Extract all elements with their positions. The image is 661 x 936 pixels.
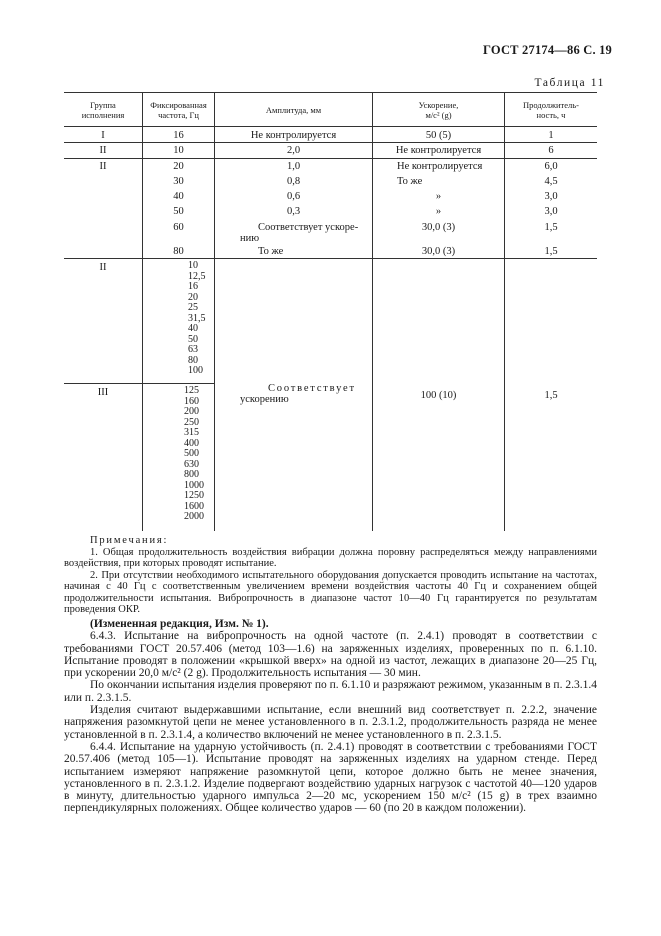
- cell-duration: 4,5: [544, 176, 558, 187]
- cell-amplitude: Соответствует ускоре-: [258, 222, 359, 233]
- note-1: 1. Общая продолжительность воздействия вибрации должна поровну распределяться между направлениями воздействия, при которых проводят испытание.: [64, 546, 597, 569]
- cell-duration: 6: [548, 145, 554, 156]
- cell-amplitude: 0,6: [286, 191, 301, 202]
- cell-duration: 1: [548, 130, 554, 141]
- cell-acceleration: »: [435, 206, 442, 217]
- note-2: 2. При отсутствии необходимого испытательного оборудования допускается проводить испытание на частотах, начиная с 40 Гц с соответственным увеличением времени воздействия частоты 40 Гц и сохранением общей продолжительности испытания. Вибропрочность в диапазоне частот 10—40 Гц гарантируется по результатам проведения ОКР.: [64, 569, 597, 615]
- table-caption: Таблица 11: [534, 77, 605, 89]
- cell-group: I: [101, 130, 105, 141]
- cell-amplitude: 1,0: [286, 161, 301, 172]
- cell-acceleration: Не контролируется: [397, 161, 483, 172]
- cell-amplitude: Не контролируется: [250, 130, 337, 141]
- table-notes: [64, 535, 597, 616]
- header-group: Группа исполнения: [81, 100, 125, 120]
- cell-group: II: [99, 262, 107, 273]
- page-header: ГОСТ 27174—86 С. 19: [483, 43, 612, 57]
- cell-frequency: 80: [173, 246, 184, 257]
- cell-frequency: 16: [173, 130, 184, 141]
- paragraph-6-4-3: 6.4.3. Испытание на вибропрочность на одной частоте (п. 2.4.1) проводят в соответствии с требованиями ГОСТ 20.57.406 (метод 103—1.6) на заряженных изделиях, проверенных по п. 6.1.10. Испытание проводят в положении «крышкой вверх» на одной из частот, лежащих в диапазоне 20—25 Гц, при ускорении 20,0 м/с² (2 g). Продолжительность испытания — 30 мин.: [64, 630, 597, 680]
- cell-group: II: [99, 145, 107, 156]
- paragraph-after-test: По окончании испытания изделия проверяют по п. 6.1.10 и разряжают режимом, указанным в п. 2.3.1.4 или п. 2.3.1.5.: [64, 679, 597, 704]
- cell-amplitude: Соответствует: [268, 383, 356, 394]
- cell-group: III: [97, 387, 109, 398]
- cell-frequency: 50: [173, 206, 184, 217]
- cell-amplitude: 0,3: [286, 206, 301, 217]
- header-duration: Продолжитель- ность, ч: [523, 100, 579, 120]
- paragraph-6-4-4: 6.4.4. Испытание на ударную устойчивость (п. 2.4.1) проводят в соответствии с требованиями ГОСТ 20.57.406 (метод 105—1). Испытание проводят на заряженных изделиях на ударном стенде. Перед испытанием измеряют напряжение разомкнутой цепи, которое должно быть не менее значения, установленного в п. 2.3.1.2. Изделие подвергают воздействию ударных нагрузок с частотой 40—120 ударов в минуту, длительностью ударного импульса 2—20 мс, ускорением 150 м/с² (15 g) в трех взаимно перпендикулярных положениях. Общее количество ударов — 60 (по 20 в каждом положении).: [64, 740, 597, 815]
- cell-acceleration: Не контролируется: [395, 145, 482, 156]
- cell-group: II: [99, 161, 107, 172]
- header-acceleration: Ускорение, м/с² (g): [418, 100, 459, 120]
- cell-amplitude: То же: [258, 246, 284, 257]
- edition-note: (Измененная редакция, Изм. № 1).: [90, 618, 269, 630]
- cell-frequency: 10: [173, 145, 184, 156]
- cell-acceleration: 100 (10): [420, 390, 457, 401]
- cell-frequency: 60: [173, 222, 184, 233]
- cell-acceleration: »: [435, 191, 442, 202]
- cell-duration: 3,0: [544, 206, 558, 217]
- cell-duration: 1,5: [544, 222, 558, 233]
- header-frequency: Фиксированная частота, Гц: [150, 100, 207, 120]
- cell-duration: 6,0: [544, 161, 558, 172]
- header-amplitude: Амплитуда, мм: [265, 105, 322, 115]
- cell-acceleration: 30,0 (3): [421, 246, 456, 257]
- cell-acceleration: То же: [397, 176, 423, 187]
- paragraph-pass-criteria: Изделия считают выдержавшими испытание, если внешний вид соответствует п. 2.2.2, значение напряжения разомкнутой цепи не менее установленного в п. 2.3.1.2, продолжительность разряда не менее установленной в п. 2.3.1.4, а количество включений не менее установленного в п. 2.3.1.5.: [64, 704, 597, 741]
- cell-acceleration: 30,0 (3): [421, 222, 456, 233]
- cell-duration: 1,5: [544, 246, 558, 257]
- vibration-test-table: [64, 92, 597, 531]
- frequency-list-iii: 125 160 200 250 315 400 500 630 800 1000 1250 1600 2000: [184, 385, 204, 522]
- cell-amplitude: 0,8: [286, 176, 301, 187]
- cell-frequency: 40: [173, 191, 184, 202]
- cell-amplitude-cont: ускорению: [240, 394, 289, 405]
- cell-amplitude: 2,0: [286, 145, 301, 156]
- cell-duration: 1,5: [544, 390, 558, 401]
- body-text: [64, 618, 597, 815]
- cell-frequency: 30: [173, 176, 184, 187]
- cell-duration: 3,0: [544, 191, 558, 202]
- notes-title: Примечания:: [90, 535, 169, 546]
- cell-frequency: 20: [173, 161, 184, 172]
- cell-acceleration: 50 (5): [425, 130, 452, 141]
- frequency-list-ii: 10 12,5 16 20 25 31,5 40 50 63 80 100: [188, 260, 206, 376]
- cell-amplitude-cont: нию: [240, 233, 260, 244]
